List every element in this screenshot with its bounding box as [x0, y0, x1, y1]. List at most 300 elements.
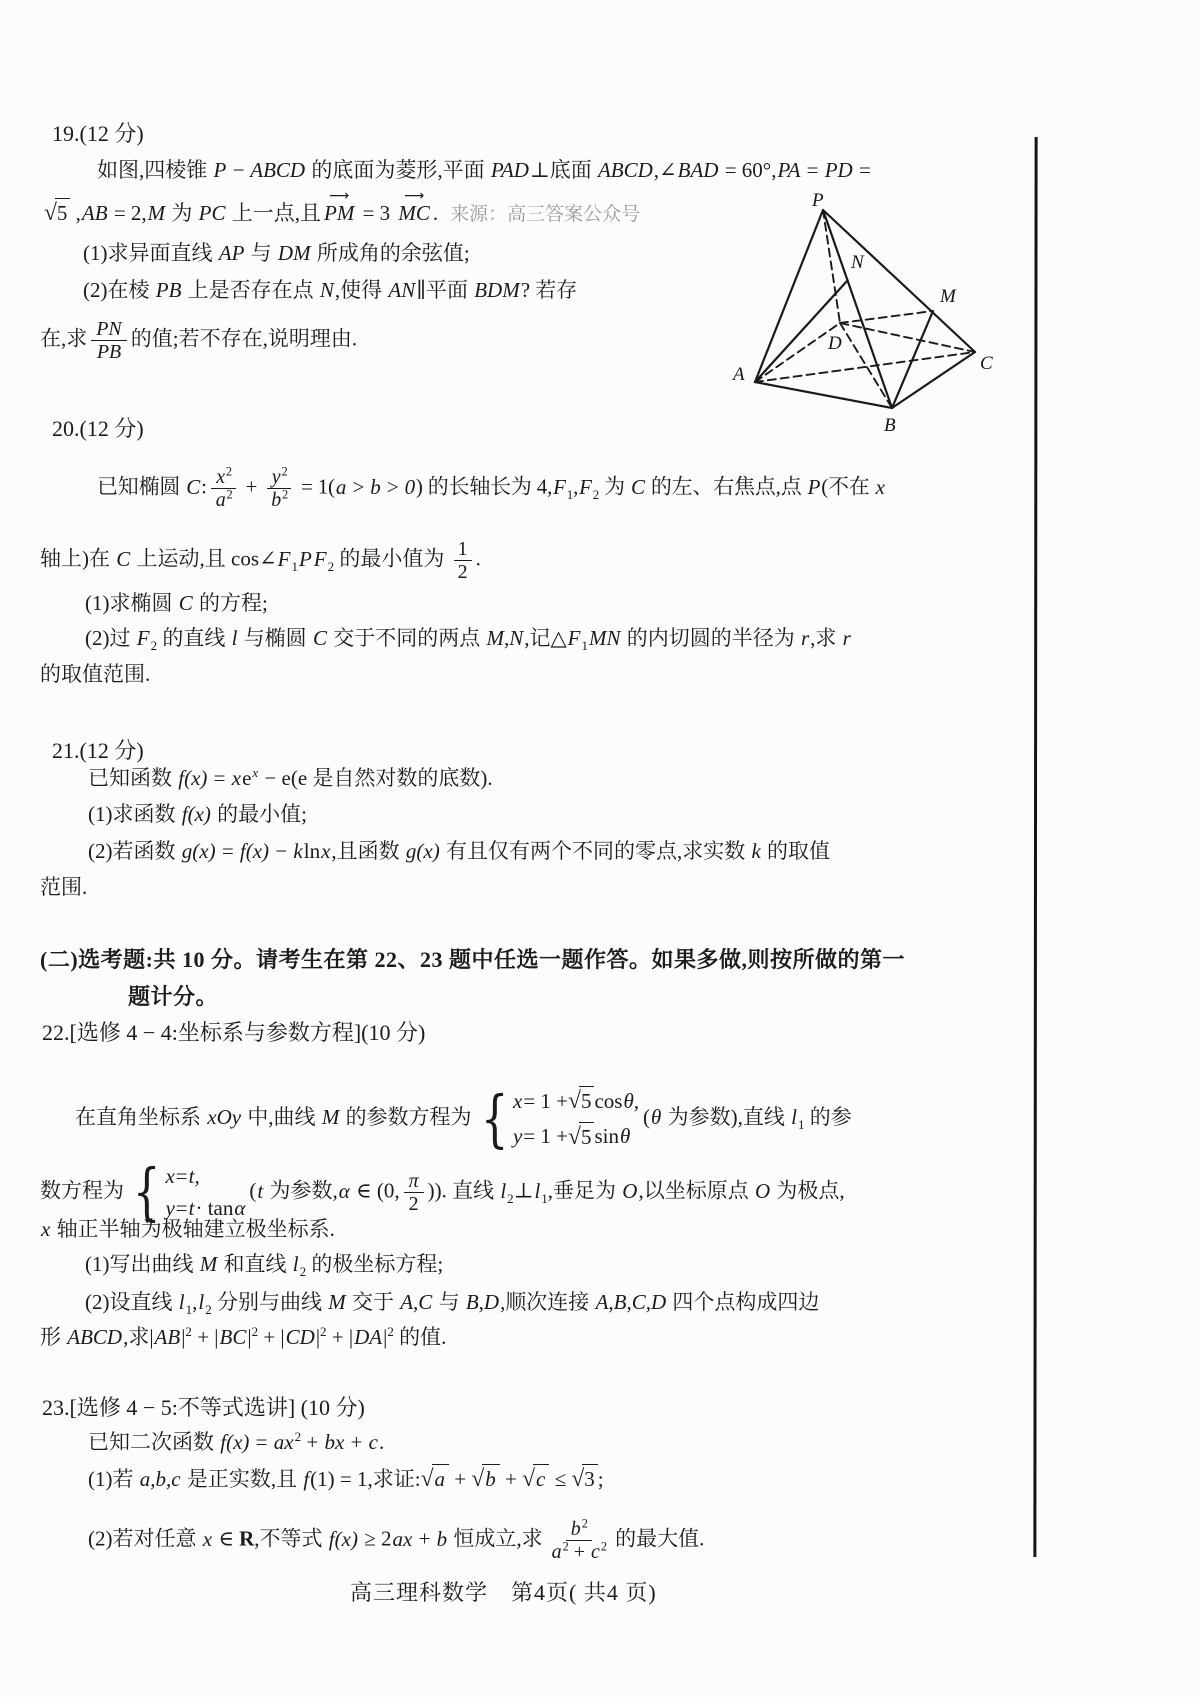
pyramid-figure — [730, 190, 1000, 435]
math-var: ax — [392, 1526, 413, 1551]
math-var: C — [178, 591, 193, 615]
math-var: xOy — [207, 1104, 242, 1129]
text-run: (1)求异面直线 — [83, 241, 218, 265]
math-var: r — [842, 626, 851, 650]
fraction — [91, 318, 126, 364]
math-var: B,D — [465, 1290, 500, 1314]
text-run: (二)选考题:共 10 分。请考生在第 22、23 题中任选一题作答。如果多做,则按所做的第一 — [40, 947, 905, 972]
math-var: a — [434, 1467, 445, 1491]
text-run: 与 — [245, 241, 277, 265]
text-run: ,且函数 — [331, 839, 405, 863]
text-run: ( — [643, 1104, 651, 1129]
math-var: C — [116, 546, 131, 571]
radicand: 5 — [55, 198, 71, 227]
vertex-label-D: D — [828, 333, 842, 354]
q22-line1 — [75, 1081, 852, 1155]
math-var: g(x) — [181, 839, 216, 863]
text-run: 的极坐标方程; — [306, 1252, 444, 1276]
q20-line5 — [40, 661, 150, 688]
text-run: (1)写出曲线 — [85, 1252, 199, 1276]
system-row — [512, 1122, 640, 1153]
math-var: x — [165, 1164, 175, 1188]
math-var: PAD — [490, 158, 529, 182]
text-run: 形 — [40, 1325, 67, 1349]
radicand — [533, 1464, 549, 1493]
text-run: (2)过 — [85, 626, 136, 650]
q19-line3 — [83, 240, 470, 267]
vertex-label-C: C — [980, 353, 993, 374]
text-run: ,顺次连接 — [500, 1290, 595, 1314]
text-run: ,垂足为 — [547, 1178, 622, 1203]
math-var: O — [622, 1178, 638, 1203]
text-run: = 1 + — [523, 1124, 569, 1149]
text-run: ,求 — [123, 1325, 150, 1349]
numerator — [404, 1170, 424, 1193]
question-number: 23.[选修 4 − 5:不等式选讲] (10 分) — [42, 1395, 365, 1420]
text-run: 交于不同的两点 — [327, 626, 486, 650]
math-var: c — [536, 1467, 546, 1491]
vertex-label-A: A — [733, 364, 745, 385]
math-var: π — [408, 1169, 419, 1192]
text-run: 分别与曲线 — [211, 1290, 328, 1314]
q23-line2 — [88, 1464, 604, 1495]
math-var: M,N — [486, 626, 524, 650]
text-run: = — [250, 1430, 273, 1454]
math-var: f(x) — [220, 1430, 250, 1454]
radical-sign: √ — [571, 1466, 585, 1492]
math-var: DM — [277, 241, 311, 265]
math-var: y — [513, 1124, 523, 1149]
question-number: 19.(12 分) — [52, 121, 144, 146]
q22-line3 — [40, 1216, 335, 1243]
denominator: 2 — [457, 561, 468, 584]
text-run: = — [208, 766, 231, 790]
math-var: ax — [273, 1430, 294, 1454]
text-run: 与椭圆 — [238, 626, 312, 650]
math-var: F — [313, 546, 327, 571]
subscript: 2 — [592, 486, 600, 502]
abs-bar: | — [181, 1325, 186, 1349]
numerator — [566, 1518, 592, 1541]
q23-line1 — [88, 1429, 384, 1456]
math-var: x — [41, 1217, 51, 1241]
math-var: ABCD — [597, 158, 653, 182]
text-run: ,求 — [810, 626, 842, 650]
subscript: 2 — [150, 638, 158, 654]
text-run: 已知椭圆 — [97, 474, 186, 499]
text-run: 的最小值为 — [334, 546, 450, 571]
text-run: 的值. — [393, 1325, 447, 1349]
watermark-text: 来源：高三答案公众号 — [450, 204, 641, 225]
math-var: CD — [285, 1325, 315, 1349]
radicand: 3 — [582, 1464, 598, 1493]
denominator — [547, 1541, 611, 1563]
text-run: 有且仅有两个不同的零点,求实数 — [440, 839, 751, 863]
text-run: ? 若存 — [520, 278, 578, 302]
math-var: A,B,C,D — [595, 1290, 667, 1314]
text-run: ∈ (0, — [350, 1178, 400, 1203]
text-run: 轴正半轴为极轴建立极坐标系. — [51, 1217, 335, 1241]
sqrt-expression — [571, 1464, 597, 1495]
math-var: F — [553, 474, 566, 499]
footer-text: 高三理科数学 第4页( 共4 页) — [350, 1580, 657, 1605]
math-var: PB — [96, 341, 122, 364]
text-run: 数方程为 — [40, 1178, 124, 1203]
text-run: ,记△ — [524, 626, 567, 650]
text-run: ,以坐标原点 — [638, 1178, 754, 1203]
text-run: 和直线 — [218, 1252, 292, 1276]
operator: + — [191, 1325, 215, 1349]
abs-bar: | — [315, 1325, 321, 1349]
math-var: l — [791, 1104, 797, 1129]
math-var: M — [199, 1252, 218, 1276]
q20-line1 — [97, 466, 886, 512]
q19-line1 — [97, 157, 871, 184]
text-run: . — [475, 546, 481, 571]
math-var: O — [754, 1178, 771, 1203]
sqrt-expression — [471, 1464, 499, 1495]
section2-header-line2 — [128, 983, 218, 1012]
math-var: f — [303, 1467, 310, 1491]
text-run: 为极点, — [771, 1178, 845, 1203]
text-run: − e(e 是自然对数的底数). — [259, 766, 493, 790]
math-var: P − ABCD — [213, 158, 306, 182]
text-run: 所成角的余弦值; — [311, 241, 470, 265]
math-var: C — [186, 474, 201, 499]
q22-line4 — [85, 1251, 443, 1278]
system-rows — [512, 1086, 640, 1152]
text-run: ,不等式 — [254, 1526, 328, 1551]
q21-line3 — [88, 838, 830, 865]
text-run: = — [175, 1164, 188, 1188]
subscript: 2 — [327, 558, 335, 574]
text-run: ,使得 — [334, 278, 388, 302]
math-var: x — [875, 474, 885, 499]
text-run: , — [70, 201, 81, 225]
text-run: 上一点,且 — [226, 201, 321, 225]
fraction — [404, 1170, 424, 1216]
sqrt-expression — [568, 1122, 594, 1153]
math-var: AN — [388, 278, 416, 302]
text-run: (1) = 1,求证: — [310, 1467, 421, 1491]
vertex-label-P: P — [812, 190, 824, 211]
math-var: x — [231, 766, 242, 790]
math-var: C — [312, 626, 327, 650]
math-var: α — [234, 1196, 246, 1221]
q20-line3 — [85, 590, 268, 617]
text-run: 的取值范围. — [40, 662, 151, 686]
exponent: 2 — [185, 1324, 192, 1339]
text-run: 上运动,且 cos∠ — [131, 546, 277, 571]
q19-line5 — [40, 318, 357, 364]
text-run: (1)求椭圆 — [85, 591, 178, 615]
operator: + — [301, 1430, 324, 1454]
radical-sign: √ — [420, 1466, 434, 1492]
math-var: b — [436, 1526, 448, 1551]
vertex-label-N: N — [851, 252, 864, 273]
text-run: , — [192, 1290, 198, 1314]
denominator — [266, 489, 292, 511]
text-run: 的内切圆的半径为 — [621, 626, 800, 650]
math-var: f(x) — [178, 766, 208, 790]
math-var: x — [513, 1088, 523, 1113]
text-run: = 2, — [108, 201, 147, 225]
text-run: = — [175, 1196, 188, 1221]
text-run: . — [378, 1430, 385, 1454]
q21-line2 — [88, 801, 307, 828]
math-var: a — [551, 1541, 562, 1564]
fraction — [454, 538, 472, 584]
text-run: 的最大值. — [615, 1526, 705, 1551]
math-var: t — [257, 1178, 264, 1203]
text-run: 上是否存在点 — [182, 278, 319, 302]
text-run: : — [201, 474, 207, 499]
text-run: (2)若函数 — [88, 839, 181, 863]
math-var: α — [338, 1178, 350, 1203]
math-var: l — [292, 1252, 299, 1276]
exponent: 2 — [600, 1539, 608, 1554]
abs-bar: | — [280, 1325, 285, 1349]
radical-sign: √ — [471, 1466, 485, 1492]
math-var: l — [231, 626, 238, 650]
text-run: 如图,四棱锥 — [97, 158, 213, 182]
text-run: 为参数),直线 — [662, 1104, 791, 1129]
parametric-system — [127, 1155, 246, 1229]
math-var: l — [198, 1290, 205, 1314]
text-run: 在,求 — [40, 326, 88, 351]
denominator — [211, 489, 237, 511]
q19-line2 — [44, 198, 640, 229]
text-run: 题计分。 — [128, 984, 219, 1009]
math-var: a — [215, 489, 226, 512]
math-var: N — [319, 278, 334, 302]
math-var: x — [202, 1526, 213, 1551]
math-var: AB — [154, 1325, 181, 1349]
subscript: 1 — [797, 1117, 805, 1133]
math-var: M — [147, 201, 166, 225]
text-run: 为 — [166, 201, 198, 225]
q21-line4 — [40, 874, 87, 901]
text-run: 为 — [599, 474, 630, 499]
numerator — [91, 318, 126, 341]
text-run: (2)若对任意 — [88, 1526, 202, 1551]
exponent: 2 — [281, 464, 288, 479]
operator: ∈ — [213, 1526, 240, 1551]
math-var: t — [188, 1196, 195, 1221]
math-var: P — [298, 546, 312, 571]
q22-header — [42, 1019, 425, 1048]
text-run: ; — [597, 1467, 604, 1491]
math-var: DA — [354, 1325, 383, 1349]
q19-header — [52, 120, 144, 149]
text-run: ∥平面 — [416, 278, 474, 302]
math-var: θ — [651, 1104, 662, 1129]
exponent: 2 — [294, 1429, 302, 1444]
abs-bar: | — [149, 1325, 154, 1349]
math-var: F — [567, 626, 581, 650]
math-var: l — [178, 1290, 185, 1314]
operator: + — [345, 1430, 368, 1454]
sqrt-expression — [568, 1086, 594, 1117]
radicand: 5 — [579, 1122, 595, 1151]
subscript: 2 — [507, 1190, 514, 1206]
text-run: 范围. — [40, 875, 88, 899]
text-run: = — [853, 158, 871, 182]
q20-header — [52, 415, 144, 444]
radical-sign: √ — [522, 1466, 535, 1492]
math-var: M — [328, 1290, 346, 1314]
math-var: θ, — [623, 1088, 640, 1113]
vector-MC: ⟶ MC — [398, 200, 430, 227]
operator: + — [449, 1467, 472, 1491]
numerator — [267, 466, 292, 489]
operator: + — [240, 474, 263, 499]
exponent: 2 — [387, 1324, 394, 1339]
math-var: f(x) — [239, 839, 270, 863]
vertex-label-M: M — [940, 286, 956, 307]
math-var: BAD — [677, 158, 719, 182]
text-run: ,∠ — [653, 158, 677, 182]
math-var: r — [800, 626, 810, 650]
operator: + — [413, 1526, 436, 1551]
math-var: AP — [218, 241, 245, 265]
math-var: bx — [324, 1430, 345, 1454]
math-var: PA = PD — [777, 158, 853, 182]
dashed-edges — [755, 210, 975, 408]
math-var: y — [165, 1196, 175, 1221]
math-var: k — [293, 839, 303, 863]
text-run: 是正实数,且 — [181, 1467, 303, 1491]
text-run: ≥ 2 — [358, 1526, 392, 1551]
fraction — [211, 466, 237, 512]
operator: + — [499, 1467, 523, 1491]
exponent: 2 — [581, 1516, 588, 1531]
math-var: g(x) — [405, 839, 440, 863]
radical-sign: √ — [44, 200, 57, 226]
subscript: 1 — [185, 1302, 193, 1318]
text-run: 已知二次函数 — [88, 1430, 220, 1454]
subscript: 1 — [541, 1190, 548, 1206]
operator: + — [326, 1325, 349, 1349]
subscript: 2 — [205, 1302, 212, 1318]
abs-bar: | — [383, 1325, 388, 1349]
radicand — [432, 1464, 450, 1493]
system-row — [512, 1086, 640, 1117]
radicand: 5 — [579, 1086, 595, 1115]
math-var: θ — [619, 1124, 631, 1149]
text-run: ( — [249, 1178, 257, 1203]
math-var: x — [252, 765, 259, 780]
radical-sign: √ — [568, 1088, 581, 1114]
math-var: F — [136, 626, 150, 650]
text-run: (不在 — [821, 474, 875, 499]
text-run: = — [216, 839, 239, 863]
math-var: l — [500, 1178, 507, 1203]
q20-line2 — [40, 538, 481, 584]
radicand — [482, 1464, 500, 1493]
math-var: MN — [588, 626, 621, 650]
text-run: 为参数, — [264, 1178, 338, 1203]
q20-line4 — [85, 625, 852, 652]
sqrt-expression — [522, 1464, 549, 1495]
text-run: sin — [594, 1124, 619, 1149]
text-run: e — [242, 766, 252, 790]
binding-rule — [1033, 137, 1037, 1557]
sqrt-expression — [421, 1464, 449, 1495]
text-run: (2)在棱 — [83, 278, 155, 302]
math-var: a > b > 0 — [335, 474, 415, 499]
math-var: BDM — [474, 278, 520, 302]
q23-line3 — [88, 1518, 704, 1564]
math-var: b — [485, 1467, 496, 1491]
denominator — [92, 341, 126, 363]
text-run: 中,曲线 — [242, 1104, 321, 1129]
math-var: f(x) — [181, 802, 211, 826]
text-run: = 1( — [295, 474, 335, 499]
text-run: 已知函数 — [88, 766, 178, 790]
text-run: 的左、右焦点,点 — [645, 474, 807, 499]
math-var: ABCD — [67, 1325, 123, 1349]
operator: − — [270, 839, 293, 863]
math-var: BC — [219, 1325, 247, 1349]
abs-bar: | — [247, 1325, 252, 1349]
math-var: x — [216, 466, 225, 488]
text-run: 轴上)在 — [40, 546, 116, 571]
text-run: 的值;若不存在,说明理由. — [130, 326, 358, 351]
math-var: AB — [81, 201, 108, 225]
subscript: 1 — [566, 486, 574, 502]
math-var: PC — [198, 201, 226, 225]
math-var: c — [591, 1541, 600, 1564]
text-run: (1)若 — [88, 1467, 139, 1491]
set-symbol-R: R — [239, 1526, 255, 1551]
text-run: ) 的长轴长为 4, — [415, 474, 553, 499]
exponent: 2 — [251, 1324, 259, 1339]
operator: + — [258, 1325, 281, 1349]
numerator: 1 — [454, 538, 472, 561]
section2-header-line1 — [40, 946, 905, 975]
math-var: l — [534, 1178, 541, 1203]
operator: + — [568, 1541, 591, 1564]
q22-line5 — [85, 1289, 819, 1316]
math-var: F — [579, 474, 592, 499]
q19-line4 — [83, 277, 577, 304]
sqrt-expression — [44, 198, 70, 229]
abs-bar: | — [214, 1325, 219, 1349]
system-row — [164, 1163, 246, 1190]
text-run: 的直线 — [157, 626, 231, 650]
text-run: 的取值 — [761, 839, 831, 863]
subscript: 1 — [581, 638, 588, 654]
denominator: 2 — [408, 1193, 419, 1216]
math-var: a,b,c — [139, 1467, 181, 1491]
question-number: 21.(12 分) — [52, 738, 144, 763]
math-var: b — [570, 1518, 581, 1540]
operator: ≤ — [549, 1467, 572, 1491]
math-var: f(x) — [328, 1526, 358, 1551]
text-run: = 1 + — [523, 1088, 569, 1113]
math-var: A,C — [400, 1290, 433, 1314]
text-run: ln — [303, 839, 321, 863]
fraction — [266, 466, 292, 512]
operator: ⊥ — [513, 1178, 534, 1203]
text-run: 的最小值; — [211, 802, 307, 826]
text-run: cos — [594, 1088, 623, 1113]
text-run: (2)设直线 — [85, 1290, 178, 1314]
numerator — [211, 466, 236, 489]
text-run: 的参 — [804, 1104, 852, 1129]
text-run: , — [573, 474, 579, 499]
